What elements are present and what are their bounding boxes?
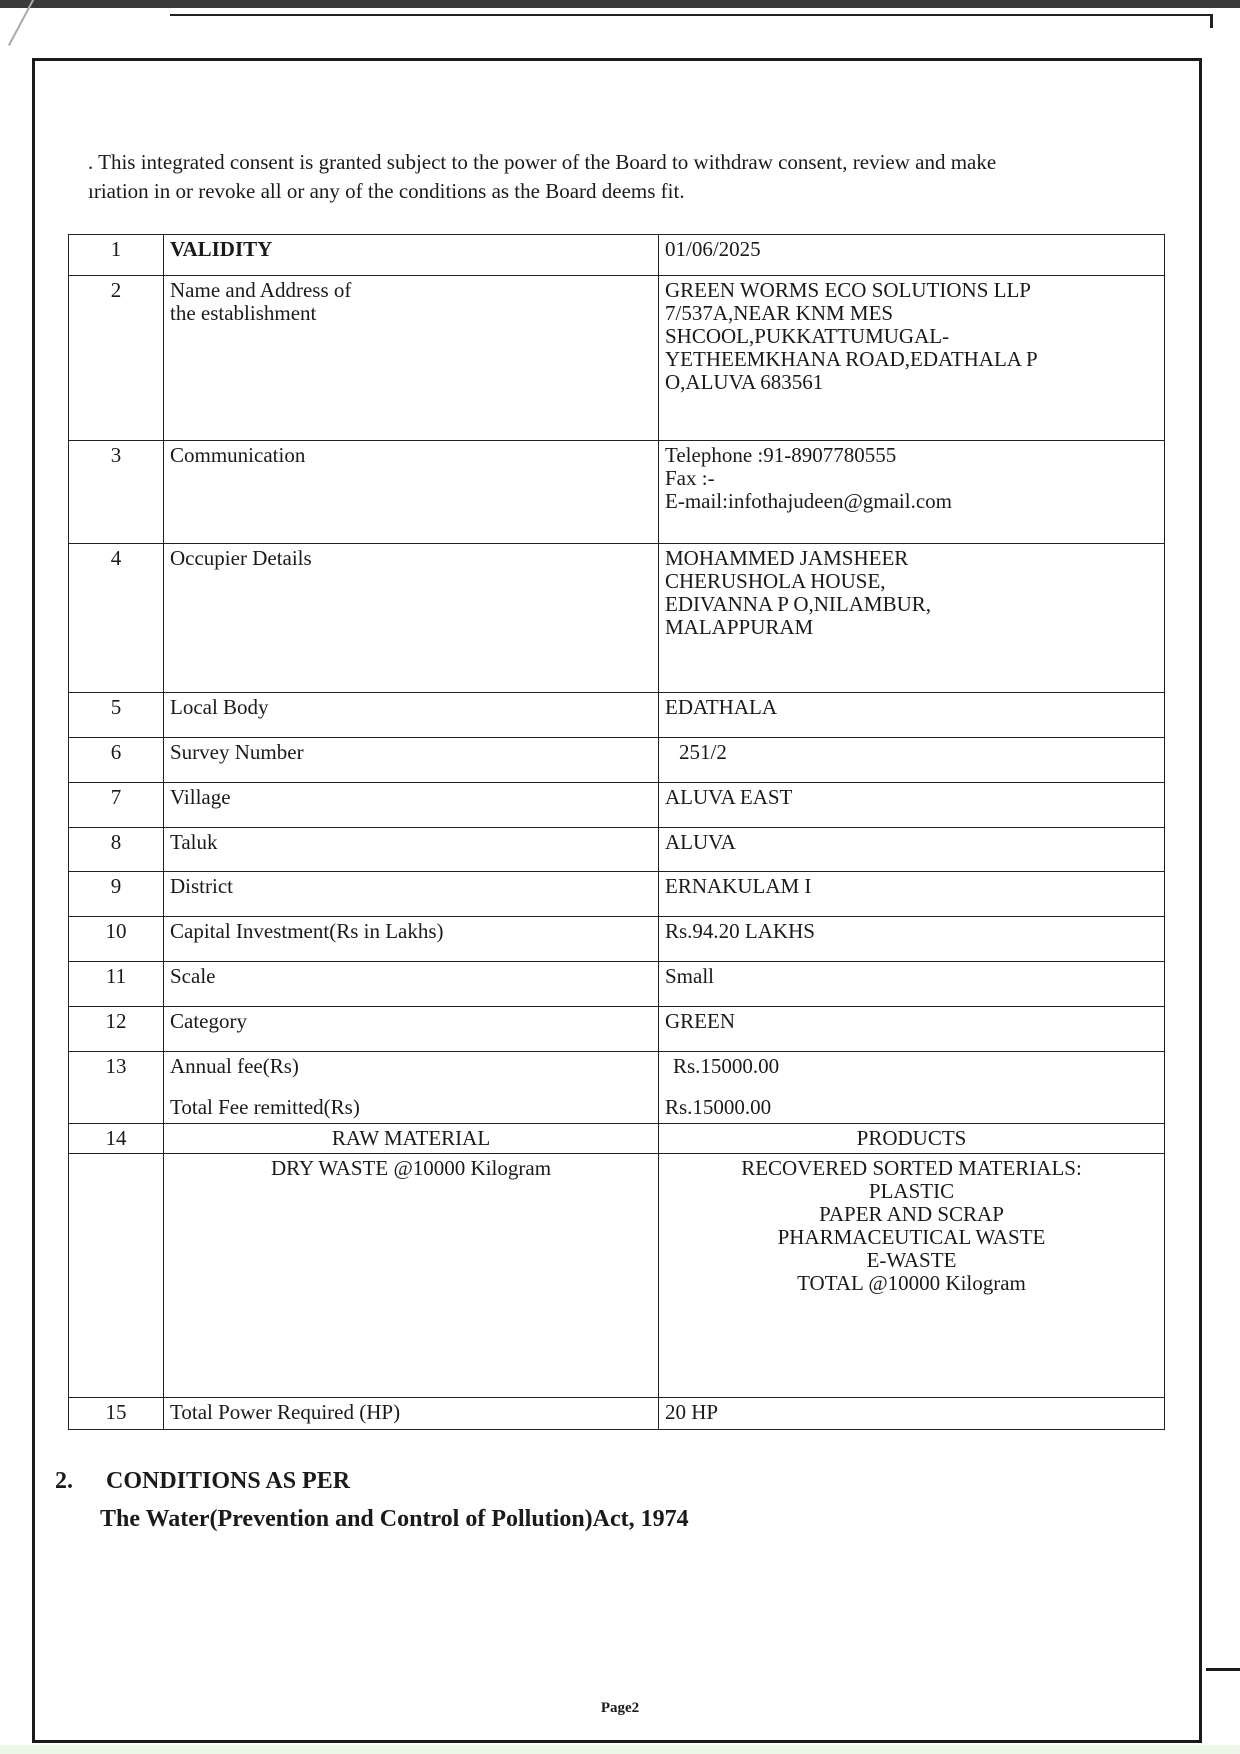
page-number: Page2 bbox=[600, 1700, 640, 1716]
row-number: 9 bbox=[69, 872, 164, 917]
table-row bbox=[69, 544, 1165, 693]
scan-top-edge bbox=[0, 0, 1240, 8]
consent-details-table bbox=[68, 234, 1165, 1430]
row-value: EDATHALA bbox=[659, 693, 1165, 738]
row-value: ERNAKULAM I bbox=[659, 872, 1165, 917]
table-row bbox=[69, 275, 1165, 440]
annual-fee-value: Rs.15000.00 bbox=[673, 1053, 780, 1078]
section-number: 2. bbox=[55, 1468, 73, 1494]
intro-paragraph bbox=[88, 148, 1108, 206]
row-label: Taluk bbox=[164, 827, 659, 872]
row-label: District bbox=[164, 872, 659, 917]
section-heading bbox=[55, 1468, 350, 1495]
table-row bbox=[69, 235, 1165, 276]
row-value: GREEN WORMS ECO SOLUTIONS LLP 7/537A,NEAR KNM MES SHCOOL,PUKKATTUMUGAL- YETHEEMKHANA ROAD,EDATHALA P O,ALUVA 683561 bbox=[659, 275, 1165, 440]
scan-bottom-edge bbox=[0, 1745, 1240, 1754]
row-label: Total Power Required (HP) bbox=[164, 1398, 659, 1430]
row-value: ALUVA EAST bbox=[659, 782, 1165, 827]
row-number: 7 bbox=[69, 782, 164, 827]
row-label: Capital Investment(Rs in Lakhs) bbox=[164, 917, 659, 962]
row-number: 10 bbox=[69, 917, 164, 962]
fee-values bbox=[659, 1051, 1165, 1123]
row-label: Category bbox=[164, 1006, 659, 1051]
table-row bbox=[69, 1051, 1165, 1123]
table-row bbox=[69, 782, 1165, 827]
intro-line-1: . This integrated consent is granted subject to the power of the Board to withdraw consent, review and make bbox=[88, 150, 997, 174]
scan-back-page-edge bbox=[170, 14, 1213, 28]
section-title: CONDITIONS AS PER bbox=[106, 1468, 351, 1494]
table-row bbox=[69, 1153, 1165, 1397]
annual-fee-label: Annual fee(Rs) bbox=[170, 1053, 299, 1078]
table-row bbox=[69, 1123, 1165, 1153]
row-number: 2 bbox=[69, 275, 164, 440]
row-label: Occupier Details bbox=[164, 544, 659, 693]
row-number: 1 bbox=[69, 235, 164, 276]
table-row bbox=[69, 738, 1165, 783]
row-label: Name and Address of the establishment bbox=[164, 275, 659, 440]
row-label: Local Body bbox=[164, 693, 659, 738]
row-number: 13 bbox=[69, 1051, 164, 1123]
row-number: 11 bbox=[69, 961, 164, 1006]
row-label: Scale bbox=[164, 961, 659, 1006]
total-fee-label: Total Fee remitted(Rs) bbox=[170, 1094, 360, 1119]
row-label: Village bbox=[164, 782, 659, 827]
table-row bbox=[69, 917, 1165, 962]
row-label: VALIDITY bbox=[164, 235, 659, 276]
row-value: MOHAMMED JAMSHEER CHERUSHOLA HOUSE, EDIVANNA P O,NILAMBUR, MALAPPURAM bbox=[659, 544, 1165, 693]
scan-edge-mark bbox=[1206, 1668, 1240, 1671]
row-value: Telephone :91-8907780555 Fax :- E-mail:infothajudeen@gmail.com bbox=[659, 441, 1165, 544]
table-row bbox=[69, 1006, 1165, 1051]
fees-rows bbox=[69, 1051, 1165, 1429]
row-label: Communication bbox=[164, 441, 659, 544]
row-value: Small bbox=[659, 961, 1165, 1006]
empty-cell bbox=[69, 1153, 164, 1397]
table-row bbox=[69, 693, 1165, 738]
row-value: Rs.94.20 LAKHS bbox=[659, 917, 1165, 962]
row-value: 251/2 bbox=[659, 738, 1165, 783]
row-value: ALUVA bbox=[659, 827, 1165, 872]
row-number: 4 bbox=[69, 544, 164, 693]
table-row bbox=[69, 827, 1165, 872]
row-number: 12 bbox=[69, 1006, 164, 1051]
table-row bbox=[69, 441, 1165, 544]
row-number: 8 bbox=[69, 827, 164, 872]
row-number: 15 bbox=[69, 1398, 164, 1430]
row-number: 6 bbox=[69, 738, 164, 783]
products-header: PRODUCTS bbox=[659, 1123, 1165, 1153]
row-number: 14 bbox=[69, 1123, 164, 1153]
total-fee-value: Rs.15000.00 bbox=[665, 1094, 772, 1119]
row-number: 5 bbox=[69, 693, 164, 738]
table-row bbox=[69, 872, 1165, 917]
details-rows bbox=[69, 235, 1165, 1052]
table-row bbox=[69, 961, 1165, 1006]
table-row bbox=[69, 1398, 1165, 1430]
row-value: 20 HP bbox=[659, 1398, 1165, 1430]
row-value: 01/06/2025 bbox=[659, 235, 1165, 276]
raw-material-header: RAW MATERIAL bbox=[164, 1123, 659, 1153]
intro-line-2: ıriation in or revoke all or any of the conditions as the Board deems fit. bbox=[88, 179, 685, 203]
row-label: Survey Number bbox=[164, 738, 659, 783]
section-subtitle: The Water(Prevention and Control of Pollution)Act, 1974 bbox=[100, 1506, 689, 1532]
raw-material-value: DRY WASTE @10000 Kilogram bbox=[164, 1153, 659, 1397]
row-number: 3 bbox=[69, 441, 164, 544]
products-value: RECOVERED SORTED MATERIALS: PLASTIC PAPER AND SCRAP PHARMACEUTICAL WASTE E-WASTE TOTAL @10000 Kilogram bbox=[659, 1153, 1165, 1397]
fee-labels bbox=[164, 1051, 659, 1123]
row-value: GREEN bbox=[659, 1006, 1165, 1051]
